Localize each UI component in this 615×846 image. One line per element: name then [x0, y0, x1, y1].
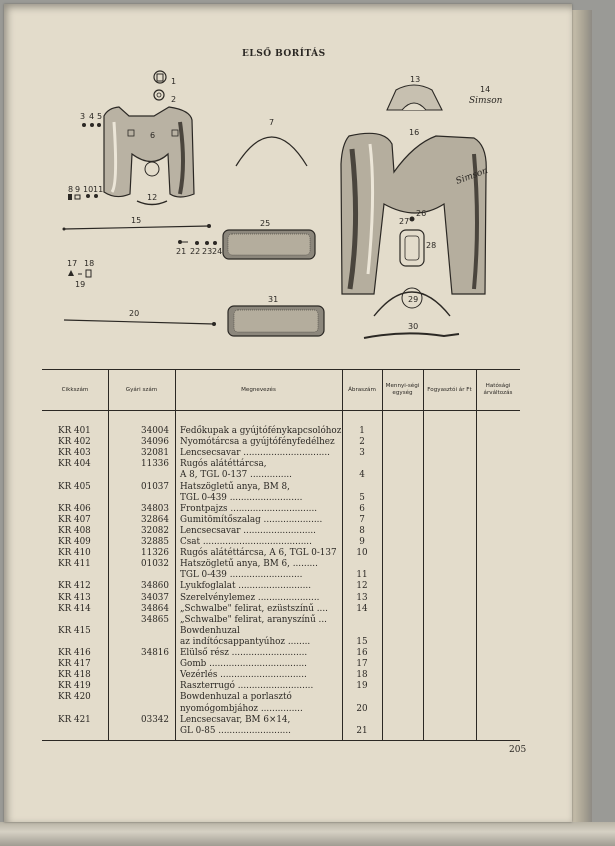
table-row — [42, 470, 520, 481]
cell-gyari-szam: 32081 — [141, 448, 169, 459]
cell-megnevezes: Gomb ................................... — [180, 659, 307, 670]
cell-abraszam: 2 — [359, 437, 365, 448]
label-4: 4 — [89, 112, 95, 121]
cell-cikkszam: KR 412 — [58, 581, 91, 592]
page-edge — [572, 10, 592, 822]
cell-megnevezes: TGL 0-439 .......................... — [180, 570, 303, 581]
cell-gyari-szam: 01032 — [141, 559, 169, 570]
col-header-fogyasztoi-ar: Fogyasztói ár Ft — [427, 386, 472, 393]
cell-megnevezes: Rugós alátéttárcsa, — [180, 459, 267, 470]
cell-cikkszam: KR 404 — [58, 459, 91, 470]
cell-gyari-szam: 34864 — [141, 603, 169, 614]
cell-abraszam: 11 — [356, 570, 368, 581]
cell-megnevezes: nyomógombjához ............... — [180, 703, 303, 714]
cell-gyari-szam: 34816 — [141, 648, 169, 658]
cell-gyari-szam: 34004 — [141, 426, 169, 436]
label-9: 9 — [75, 185, 81, 194]
part-27-screw — [410, 217, 415, 222]
cell-abraszam: 14 — [356, 603, 368, 614]
header-divider — [42, 410, 520, 411]
cell-abraszam: 19 — [356, 681, 368, 692]
catalog-page — [4, 4, 572, 822]
label-26: 26 — [416, 209, 427, 218]
label-24: 24 — [212, 247, 223, 256]
cell-gyari-szam: 34803 — [141, 503, 169, 514]
page-title: ELSŐ BORÍTÁS — [242, 49, 326, 59]
table-row — [42, 659, 520, 670]
table-row — [42, 515, 520, 526]
parts-8-9-10-11-fasteners — [68, 194, 98, 200]
part-2-washer — [154, 90, 164, 100]
cell-cikkszam: KR 411 — [58, 559, 91, 570]
cell-megnevezes: Hatszögletű anya, BM 8, — [180, 481, 290, 492]
cell-abraszam: 1 — [359, 426, 365, 436]
cell-gyari-szam: 32885 — [141, 537, 169, 547]
cell-gyari-szam: 03342 — [141, 714, 169, 725]
label-20: 20 — [129, 309, 140, 318]
label-18: 19 — [75, 280, 86, 289]
label-11: 11 — [93, 185, 104, 194]
table-row — [42, 593, 520, 604]
cell-abraszam: 7 — [359, 514, 365, 525]
cell-abraszam: 16 — [356, 648, 368, 658]
cell-gyari-szam: 34865 — [141, 614, 169, 625]
table-row — [42, 548, 520, 559]
part-16-lettering: Simson — [454, 165, 490, 187]
parts-3-4-5-screws — [82, 123, 101, 127]
parts-17-18-19-knob — [68, 270, 91, 277]
cell-megnevezes: A 8, TGL 0-137 ............... — [180, 470, 292, 481]
cell-megnevezes: Hatszögletű anya, BM 6, ......... — [180, 559, 318, 570]
cell-cikkszam: KR 421 — [58, 714, 91, 725]
table-row — [42, 426, 520, 437]
cell-abraszam: 17 — [356, 659, 368, 670]
cell-megnevezes: az indítócsappantyúhoz ........ — [180, 636, 311, 647]
cell-cikkszam: KR 410 — [58, 548, 91, 559]
label-21: 21 — [176, 247, 187, 256]
table-row — [42, 604, 520, 615]
cell-cikkszam: KR 413 — [58, 592, 91, 603]
label-14: 14 — [480, 85, 491, 94]
cell-cikkszam: KR 414 — [58, 603, 91, 614]
col-header-megnevezes: Megnevezés — [241, 386, 276, 393]
part-31-grille — [228, 306, 324, 336]
part-25-grille — [223, 230, 315, 259]
table-row — [42, 715, 520, 726]
cell-abraszam: 20 — [356, 703, 368, 714]
cell-abraszam: 15 — [356, 636, 368, 647]
label-25: 25 — [260, 219, 271, 228]
table-row — [42, 581, 520, 592]
label-17: 17 — [67, 259, 78, 268]
cell-abraszam: 9 — [359, 537, 365, 547]
cell-megnevezes: „Schwalbe" felirat, ezüstszínű .... — [180, 603, 328, 614]
label-7: 7 — [269, 118, 275, 127]
cell-megnevezes: Bowdenhuzal a porlasztó — [180, 692, 292, 703]
cell-abraszam: 18 — [356, 670, 368, 681]
cell-megnevezes: Lencsecsavar ............................... — [180, 448, 330, 459]
cell-abraszam: 12 — [356, 581, 368, 592]
cell-megnevezes: „Schwalbe" felirat, aranyszínű ... — [180, 614, 327, 625]
part-1-cap — [154, 71, 166, 83]
label-16: 16 — [409, 128, 420, 137]
label-15: 15 — [131, 216, 142, 225]
cell-abraszam: 10 — [356, 548, 368, 559]
part-28-lens-housing — [400, 230, 424, 266]
part-14-lettering: Simson — [469, 96, 503, 106]
cell-megnevezes: Csat ....................................... — [180, 537, 312, 547]
cell-cikkszam: KR 416 — [58, 648, 91, 658]
cell-cikkszam: KR 402 — [58, 437, 91, 448]
table-row — [42, 648, 520, 659]
table-row — [42, 448, 520, 459]
label-27: 27 — [399, 217, 410, 226]
table-row — [42, 493, 520, 504]
cell-megnevezes: GL 0-85 .......................... — [180, 725, 291, 736]
cell-cikkszam: KR 417 — [58, 659, 91, 670]
table-row — [42, 526, 520, 537]
table-row — [42, 559, 520, 570]
table-row — [42, 504, 520, 515]
cell-abraszam: 21 — [356, 725, 368, 736]
cell-abraszam: 8 — [359, 525, 365, 536]
cell-megnevezes: Szerelvénylemez ...................... — [180, 592, 320, 603]
table-row — [42, 615, 520, 626]
cell-cikkszam: KR 401 — [58, 426, 91, 436]
cell-abraszam: 6 — [359, 503, 365, 514]
exploded-parts-diagram — [4, 4, 572, 349]
cell-gyari-szam: 34096 — [141, 437, 169, 448]
label-28: 28 — [426, 241, 437, 250]
table-row — [42, 692, 520, 703]
label-29: 29 — [408, 295, 419, 304]
label-2: 2 — [171, 95, 177, 104]
table-row — [42, 726, 520, 737]
parts-table — [42, 369, 520, 741]
cell-gyari-szam: 32082 — [141, 525, 169, 536]
label-8: 8 — [68, 185, 74, 194]
cell-cikkszam: KR 420 — [58, 692, 91, 703]
col-header-mennyisegi-egyseg: Mennyi-ségi egység — [385, 383, 420, 396]
cell-abraszam: 3 — [359, 448, 365, 459]
cell-cikkszam: KR 403 — [58, 448, 91, 459]
cell-megnevezes: Lencsecsavar .......................... — [180, 525, 316, 536]
col-header-cikkszam: Cikkszám — [61, 386, 89, 393]
label-31: 31 — [268, 295, 279, 304]
label-10: 10 — [83, 185, 94, 194]
page-number: 205 — [509, 745, 527, 755]
label-6: 6 — [150, 131, 156, 140]
book-binding-strip — [0, 822, 615, 846]
part-20-bowden-cable — [64, 320, 216, 326]
table-row — [42, 570, 520, 581]
cell-megnevezes: Raszterrugó ........................... — [180, 681, 314, 692]
cell-megnevezes: Vezérlés ............................... — [180, 670, 307, 681]
cell-gyari-szam: 34037 — [141, 592, 169, 603]
label-1: 1 — [171, 77, 177, 86]
label-3: 3 — [80, 112, 86, 121]
cell-megnevezes: Elülső rész ........................... — [180, 648, 308, 658]
cell-abraszam: 5 — [359, 492, 365, 503]
table-row — [42, 482, 520, 493]
cell-megnevezes: Lyukfoglalat .......................... — [180, 581, 311, 592]
cell-megnevezes: Gumitömítőszalag ..................... — [180, 514, 323, 525]
label-13: 13 — [410, 75, 421, 84]
part-13-mounting-plate — [387, 85, 442, 110]
cell-gyari-szam: 11326 — [141, 548, 169, 559]
part-30-cable — [364, 333, 459, 338]
cell-megnevezes: Rugós alátéttárcsa, A 6, TGL 0-137 — [180, 548, 337, 559]
cell-gyari-szam: 01037 — [141, 481, 169, 492]
cell-cikkszam: KR 407 — [58, 514, 91, 525]
cell-cikkszam: KR 415 — [58, 625, 91, 636]
label-30: 30 — [408, 322, 419, 331]
table-row — [42, 437, 520, 448]
label-5: 5 — [97, 112, 103, 121]
cell-cikkszam: KR 406 — [58, 503, 91, 514]
part-6-front-shield — [104, 107, 194, 197]
cell-gyari-szam: 32864 — [141, 514, 169, 525]
cell-megnevezes: Lencsecsavar, BM 6×14, — [180, 714, 291, 725]
col-header-hatosagi-arvaltozas: Hatósági árváltozás — [483, 383, 513, 396]
cell-megnevezes: Nyomótárcsa a gyújtófényfedélhez — [180, 437, 335, 448]
table-row — [42, 681, 520, 692]
label-22: 22 — [190, 247, 201, 256]
cell-megnevezes: Bowdenhuzal — [180, 625, 240, 636]
cell-abraszam: 13 — [356, 592, 368, 603]
label-12: 12 — [147, 193, 158, 202]
cell-megnevezes: TGL 0-439 .......................... — [180, 492, 303, 503]
cell-cikkszam: KR 418 — [58, 670, 91, 681]
cell-abraszam: 4 — [359, 470, 365, 481]
cell-gyari-szam: 34860 — [141, 581, 169, 592]
cell-cikkszam: KR 408 — [58, 525, 91, 536]
label-23: 23 — [202, 247, 213, 256]
cell-cikkszam: KR 419 — [58, 681, 91, 692]
table-row — [42, 537, 520, 548]
table-row — [42, 459, 520, 470]
part-7-rubber-strip — [236, 137, 307, 166]
cell-megnevezes: Fedőkupak a gyújtófénykapcsolóhoz — [180, 426, 342, 436]
parts-21-24-screws — [178, 240, 217, 245]
table-row — [42, 626, 520, 637]
cell-gyari-szam: 11336 — [141, 459, 169, 470]
table-row — [42, 670, 520, 681]
cell-cikkszam: KR 409 — [58, 537, 91, 547]
cell-megnevezes: Frontpajzs ............................... — [180, 503, 318, 514]
label-19: 18 — [84, 259, 95, 268]
cell-cikkszam: KR 405 — [58, 481, 91, 492]
table-row — [42, 637, 520, 648]
col-header-abraszam: Ábraszám — [348, 386, 376, 393]
table-row — [42, 704, 520, 715]
col-header-gyari-szam: Gyári szám — [125, 386, 158, 393]
